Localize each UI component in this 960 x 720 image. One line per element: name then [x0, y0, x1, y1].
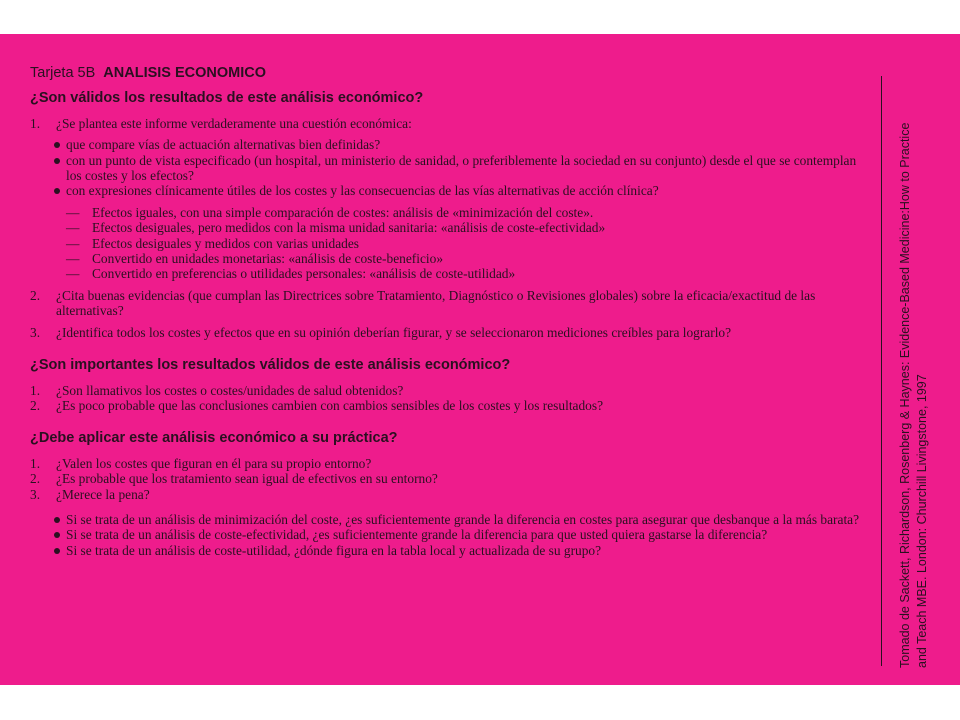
dash-text: Efectos iguales, con una simple comparación de costes: análisis de «minimización del coste».	[92, 204, 594, 220]
item-number: 3.	[30, 324, 41, 340]
bullet-icon	[54, 188, 60, 194]
bullet-text: con expresiones clínicamente útiles de los costes y las consecuencias de las vías alternativas de acción clínica?	[66, 183, 659, 199]
list-item	[30, 398, 875, 413]
item-text: ¿Son llamativos los costes o costes/unidades de salud obtenidos?	[56, 382, 404, 398]
section-heading-importance: ¿Son importantes los resultados válidos de este análisis económico?	[30, 357, 511, 374]
dash-icon: —	[66, 204, 80, 220]
list-item	[30, 456, 875, 471]
card-title-text: ANALISIS ECONOMICO	[103, 65, 267, 81]
section-heading-applicability: ¿Debe aplicar este análisis económico a su práctica?	[30, 430, 398, 447]
vertical-divider	[881, 76, 882, 666]
bullet-item	[30, 543, 875, 558]
bullet-item	[30, 153, 875, 184]
item-number: 1.	[30, 115, 41, 131]
item-number: 3.	[30, 486, 41, 502]
worth-bullets	[30, 512, 875, 558]
bullet-icon	[54, 142, 60, 148]
dash-text: Efectos desiguales y medidos con varias unidades	[92, 235, 359, 251]
analysis-types-list	[30, 205, 875, 282]
item-number: 2.	[30, 287, 41, 303]
bullet-item	[30, 137, 875, 152]
bullet-text: Si se trata de un análisis de minimización del coste, ¿es suficientemente grande la diferencia en costes para asegurar que desbanque a la más barata?	[66, 511, 860, 527]
bullet-icon	[54, 548, 60, 554]
bullet-icon	[54, 532, 60, 538]
list-item	[30, 487, 875, 502]
bullet-icon	[54, 517, 60, 523]
bullet-item	[30, 183, 875, 198]
card-title	[30, 66, 875, 81]
item-number: 1.	[30, 382, 41, 398]
dash-item	[30, 236, 875, 251]
bullet-text: Si se trata de un análisis de coste-efectividad, ¿es suficientemente grande la diferencia para que usted quiera gastarse la diferencia?	[66, 527, 768, 543]
item-number: 2.	[30, 397, 41, 413]
dash-icon: —	[66, 235, 80, 251]
item-text: ¿Es poco probable que las conclusiones cambien con cambios sensibles de los costes y los resultados?	[56, 397, 604, 413]
item-text: ¿Merece la pena?	[56, 486, 150, 502]
item-text: ¿Es probable que los tratamiento sean igual de efectivos en su entorno?	[56, 471, 438, 487]
bullet-text: que compare vías de actuación alternativas bien definidas?	[66, 137, 381, 153]
bullet-text: con un punto de vista especificado (un hospital, un ministerio de sanidad, o preferiblemente la sociedad en su conjunto) desde el que se contemplan los costes y los efectos?	[66, 152, 857, 184]
source-line-1: Tomado de Sackett, Richardson, Rosenberg & Haynes: Evidence-Based Medicine:How to Practice	[898, 122, 912, 668]
list-item	[30, 325, 875, 340]
evaluation-card	[0, 34, 960, 685]
dash-icon: —	[66, 251, 80, 267]
source-citation	[897, 68, 931, 668]
item-text: ¿Se plantea este informe verdaderamente una cuestión económica:	[56, 115, 412, 131]
dash-item	[30, 251, 875, 266]
dash-icon: —	[66, 220, 80, 236]
card-content	[30, 66, 875, 558]
list-item	[30, 383, 875, 398]
item-number: 1.	[30, 455, 41, 471]
dash-item	[30, 266, 875, 281]
dash-text: Efectos desiguales, pero medidos con la misma unidad sanitaria: «análisis de coste-efectividad»	[92, 220, 606, 236]
bullet-icon	[54, 158, 60, 164]
bullet-item	[30, 512, 875, 527]
card-label: Tarjeta 5B	[30, 65, 96, 81]
bullet-item	[30, 527, 875, 542]
item-text: ¿Valen los costes que figuran en él para su propio entorno?	[56, 455, 372, 471]
list-item	[30, 288, 875, 319]
list-item	[30, 116, 875, 131]
section-heading-validity: ¿Son válidos los resultados de este análisis económico?	[30, 90, 424, 107]
dash-icon: —	[66, 266, 80, 282]
source-line-2: and Teach MBE. London: Churchill Livingstone, 1997	[915, 374, 929, 668]
item-text: ¿Identifica todos los costes y efectos que en su opinión deberían figurar, y se seleccionaron mediciones creíbles para lograrlo?	[56, 324, 732, 340]
bullet-text: Si se trata de un análisis de coste-utilidad, ¿dónde figura en la tabla local y actualizada de su grupo?	[66, 542, 602, 558]
dash-item	[30, 205, 875, 220]
item-text: ¿Cita buenas evidencias (que cumplan las Directrices sobre Tratamiento, Diagnóstico o Revisiones globales) sobre la eficacia/exactitud de las alternativas?	[56, 287, 816, 319]
item-number: 2.	[30, 471, 41, 487]
dash-text: Convertido en unidades monetarias: «análisis de coste-beneficio»	[92, 251, 444, 267]
dash-text: Convertido en preferencias o utilidades personales: «análisis de coste-utilidad»	[92, 266, 516, 282]
dash-item	[30, 220, 875, 235]
list-item	[30, 471, 875, 486]
criteria-bullets	[30, 137, 875, 199]
